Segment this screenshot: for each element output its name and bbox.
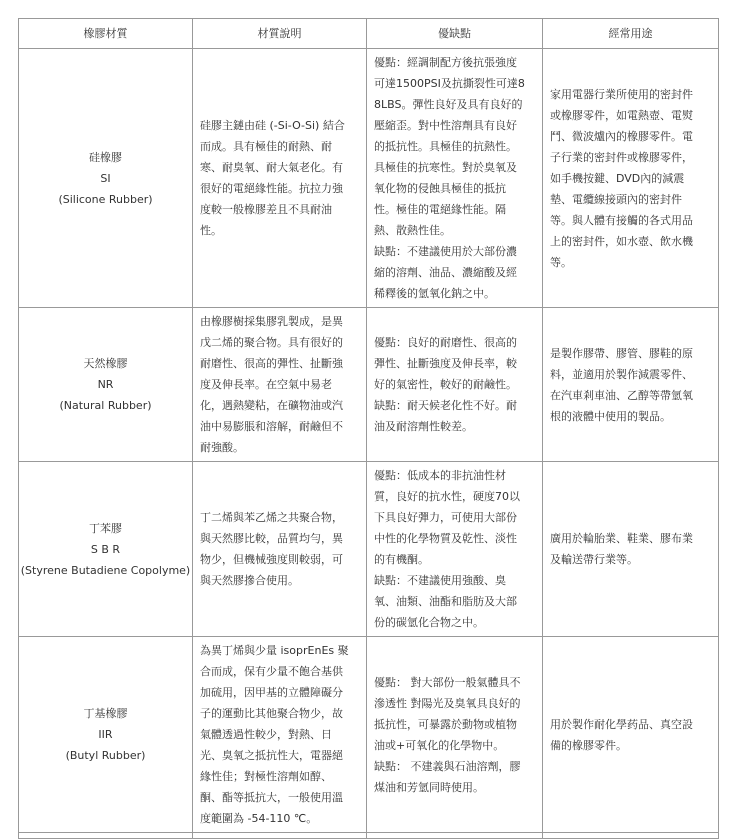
pros-cons-line: 壓縮歪。對中性溶劑具有良好 (374, 119, 517, 132)
material-name: 丁苯膠 (89, 521, 122, 535)
uses-line: 或橡膠零件，如電熱壺、電熨 (550, 108, 693, 122)
description-line: 硅膠主鏈由硅 (-Si-O-Si) 結合 (200, 119, 345, 132)
header-uses: 經常用途 (543, 19, 719, 49)
table-row-partial (19, 833, 719, 839)
description-line: 耐強酸。 (200, 441, 244, 454)
uses-line: 鬥、微波爐內的橡膠零件。電 (550, 129, 693, 143)
pros-cons-line: 可達1500PSI及抗撕裂性可達8 (374, 77, 525, 90)
description-line: 與天然膠比較，品質均勻，異 (200, 532, 343, 545)
material-cell (19, 462, 193, 637)
description-line: 度範圍為 -54-110 ℃。 (200, 812, 318, 825)
material-code: S B R (90, 542, 121, 556)
uses-line: 等。 (550, 255, 572, 269)
header-material: 橡膠材質 (19, 19, 193, 49)
pros-cons-line: 缺點：不建議使用於大部份濃 (374, 245, 517, 258)
pros-cons-line: 好的氣密性，較好的耐鹼性。 (374, 378, 517, 391)
description-line: 由橡膠樹採集膠乳製成，是異 (200, 315, 343, 328)
description-line: 度及伸長率。在空氣中易老 (200, 378, 332, 391)
pros-cons-cell (367, 308, 543, 462)
header-row (19, 19, 719, 49)
pros-cons-line: 性。極佳的電絕緣性能。隔 (374, 203, 506, 216)
description-line: 氣體透過性較少，對熱、日 (200, 728, 332, 741)
pros-cons-line: 氧、油類、油酯和脂肪及大部 (374, 595, 517, 608)
material-cell (19, 637, 193, 833)
material-name: 天然橡膠 (83, 357, 128, 370)
uses-line: 料，並適用於製作減震零件、 (550, 367, 693, 381)
material-code: SI (100, 171, 111, 185)
pros-cons-line: 滲透性 對陽光及臭氧具良好的 (374, 696, 521, 710)
table-row (19, 637, 719, 833)
pros-cons-line: 缺點：不建議使用強酸、臭 (374, 574, 506, 587)
description-line: 與天然膠摻合使用。 (200, 574, 299, 587)
uses-line: 上的密封件，如水壺、飲水機 (550, 234, 693, 248)
uses-line: 根的液體中使用的製品。 (550, 409, 671, 423)
description-cell (193, 308, 367, 462)
uses-line: 是製作膠帶、膠管、膠鞋的原 (550, 346, 693, 360)
uses-line: 用於製作耐化學药品、真空設 (550, 717, 693, 731)
pros-cons-line: 油及耐溶劑性較差。 (374, 420, 473, 433)
description-line: 化，遇熱變粘，在礦物油或汽 (200, 399, 343, 412)
uses-line: 及輸送帶行業等。 (550, 553, 638, 566)
pros-cons-line: 油或+可氧化的化學物中。 (374, 738, 505, 752)
pros-cons-line: 優點：低成本的非抗油性材 (374, 469, 506, 482)
pros-cons-line: 中性的化學物質及乾性、淡性 (374, 532, 517, 545)
pros-cons-cell (367, 637, 543, 833)
description-line: 丁二烯與苯乙烯之共聚合物， (200, 511, 343, 524)
description-line: 很好的電絕緣性能。抗拉力強 (200, 182, 343, 195)
material-name: 硅橡膠 (89, 150, 122, 164)
description-line: 油中易膨脹和溶解，耐鹼但不 (200, 420, 343, 433)
description-line: 為異丁烯與少量 isoprEnEs 聚 (200, 644, 349, 657)
table-row (19, 462, 719, 637)
description-line: 酮、酯等抵抗大，一般使用溫 (200, 791, 343, 804)
partial-cell (193, 833, 367, 839)
description-line: 戊二烯的聚合物。具有很好的 (200, 336, 343, 349)
description-line: 子的運動比其他聚合物少，故 (200, 707, 343, 720)
uses-cell (543, 462, 719, 637)
pros-cons-line: 優點：經調制配方後抗張強度 (374, 56, 517, 69)
uses-cell (543, 49, 719, 308)
description-line: 寒、耐臭氧、耐大氣老化。有 (200, 161, 343, 174)
description-line: 物少，但機械強度則較弱，可 (200, 553, 343, 566)
pros-cons-line: 氧化物的侵蝕具極佳的抵抗 (374, 182, 506, 195)
material-cell (19, 308, 193, 462)
description-cell (193, 637, 367, 833)
material-code: NR (97, 378, 114, 391)
description-cell (193, 49, 367, 308)
pros-cons-line: 優點： 對大部份一般氣體具不 (374, 675, 521, 689)
uses-line: 廣用於輪胎業、鞋業、膠布業 (550, 532, 693, 545)
header-pros-cons: 優缺點 (367, 19, 543, 49)
partial-cell (19, 833, 193, 839)
uses-line: 如手機按鍵、DVD內的減震 (550, 171, 685, 185)
material-code: IIR (98, 728, 113, 741)
uses-line: 等。與人體有接觸的各式用品 (550, 213, 693, 227)
pros-cons-line: 煤油和芳氫同時使用。 (374, 780, 484, 794)
material-english: (Styrene Butadiene Copolyme) (20, 563, 191, 577)
partial-cell (367, 833, 543, 839)
pros-cons-line: 的有機酮。 (374, 553, 429, 566)
uses-line: 備的橡膠零件。 (550, 738, 627, 752)
pros-cons-line: 質，良好的抗水性，硬度70以 (374, 490, 520, 503)
pros-cons-cell (367, 462, 543, 637)
description-cell (193, 462, 367, 637)
material-name: 丁基橡膠 (83, 707, 128, 720)
description-line: 性。 (200, 224, 222, 237)
pros-cons-line: 缺點： 不建義與石油溶劑，膠 (374, 759, 521, 773)
uses-cell (543, 637, 719, 833)
header-description: 材質說明 (193, 19, 367, 49)
description-line: 耐磨性、很高的彈性、扯斷強 (200, 357, 343, 370)
pros-cons-line: 下具良好彈力，可使用大部份 (374, 511, 517, 524)
uses-line: 家用電器行業所使用的密封件 (550, 87, 693, 101)
material-english: (Natural Rubber) (59, 399, 152, 412)
pros-cons-line: 熱、散熱性佳。 (374, 224, 451, 237)
pros-cons-line: 缺點：耐天候老化性不好。耐 (374, 399, 517, 412)
rubber-materials-table (18, 18, 719, 839)
pros-cons-line: 具極佳的抗寒性。對於臭氧及 (374, 161, 517, 174)
uses-line: 在汽車剎車油、乙醇等帶氫氧 (550, 388, 693, 402)
description-line: 加硫用，因甲基的立體障礙分 (200, 686, 343, 699)
table-row (19, 308, 719, 462)
uses-line: 子行業的密封件或橡膠零件， (550, 150, 693, 164)
description-line: 度較一般橡膠差且不具耐油 (200, 203, 332, 216)
pros-cons-line: 8LBS。彈性良好及具有良好的 (374, 98, 523, 111)
pros-cons-cell (367, 49, 543, 308)
pros-cons-line: 稀釋後的氫氧化鈉之中。 (374, 287, 495, 300)
pros-cons-line: 份的碳氫化合物之中。 (374, 616, 484, 629)
material-english: (Silicone Rubber) (58, 192, 153, 206)
pros-cons-line: 彈性、扯斷強度及伸長率，較 (374, 357, 517, 370)
pros-cons-line: 縮的溶劑、油品、濃縮酸及經 (374, 266, 517, 279)
material-cell (19, 49, 193, 308)
pros-cons-line: 抵抗性，可暴露於動物或植物 (374, 717, 517, 731)
uses-cell (543, 308, 719, 462)
pros-cons-line: 的抵抗性。具極佳的抗熱性。 (374, 140, 517, 153)
description-line: 合而成，保有少量不飽合基供 (200, 665, 343, 678)
description-line: 緣性佳；對極性溶劑如醇、 (200, 770, 332, 783)
pros-cons-line: 優點：良好的耐磨性、很高的 (374, 336, 517, 349)
description-line: 而成。具有極佳的耐熱、耐 (200, 140, 332, 153)
partial-cell (543, 833, 719, 839)
table-row (19, 49, 719, 308)
uses-line: 墊、電纜線接頭內的密封件 (550, 192, 682, 206)
description-line: 光、臭氧之抵抗性大，電器絕 (200, 749, 343, 762)
material-english: (Butyl Rubber) (65, 749, 146, 762)
